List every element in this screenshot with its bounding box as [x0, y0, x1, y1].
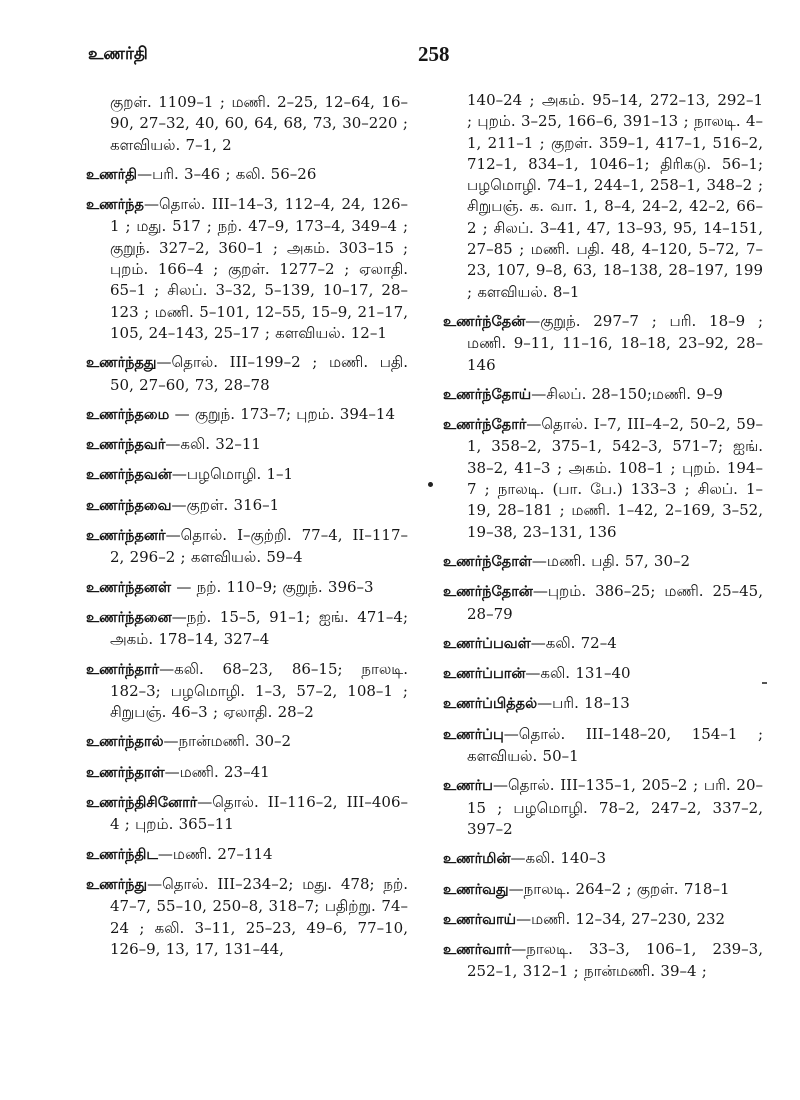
entry-headword: உணர்ந்தால்	[86, 734, 164, 751]
index-entry	[443, 551, 763, 573]
index-entry	[443, 939, 763, 983]
entry-headword: உணர்ந்தோள்	[443, 553, 532, 570]
entry-references: — குறுந். 173–7; புறம். 394–14	[169, 404, 395, 423]
entry-headword: உணர்ப	[443, 778, 493, 795]
index-entry	[86, 434, 408, 456]
index-entry	[86, 525, 408, 569]
entry-headword: உணர்ந்திசினோர்	[86, 795, 198, 812]
entry-references: —தொல். III–234–2; மது. 478; நற். 47–7, 55–10, 250–8, 318–7; பதிற்று. 74–24 ; கலி. 3–11, 25–23, 49–6, 77–10, 126–9, 13, 17, 131–44,	[110, 874, 408, 958]
index-entry	[86, 404, 408, 426]
entry-references: —நற். 15–5, 91–1; ஐங். 471–4; அகம். 178–14, 327–4	[110, 607, 408, 649]
entry-references: குறள். 1109–1 ; மணி. 2–25, 12–64, 16–90, 27–32, 40, 60, 64, 68, 73, 30–220 ; களவியல். 7–1, 2	[110, 93, 408, 154]
entry-headword: உணர்ந்த	[86, 197, 144, 214]
entry-headword: உணர்ந்தமை	[86, 406, 170, 423]
entry-references: —மணி. 27–114	[157, 844, 273, 863]
index-entry	[443, 879, 763, 901]
index-entry	[443, 384, 763, 406]
index-entry	[443, 663, 763, 685]
entry-references: —மணி. பதி. 57, 30–2	[531, 551, 691, 570]
entry-headword: உணர்வது	[443, 881, 509, 898]
index-entry	[443, 693, 763, 715]
entry-references: —கலி. 131–40	[525, 664, 631, 683]
index-entry	[86, 577, 408, 599]
entry-references: —சிலப். 28–150;மணி. 9–9	[531, 384, 723, 403]
index-entry	[86, 844, 408, 866]
entry-headword: உணர்மின்	[443, 851, 511, 868]
index-entry	[86, 874, 408, 960]
entry-headword: உணர்வார்	[443, 942, 512, 959]
right-column	[443, 90, 763, 991]
entry-references: —கலி. 32–11	[165, 435, 261, 454]
entry-references: —நாலடி. 264–2 ; குறள். 718–1	[508, 879, 730, 898]
entry-references: —தொல். III–135–1, 205–2 ; பரி. 20–15 ; பழமொழி. 78–2, 247–2, 337–2, 397–2	[467, 776, 763, 838]
entry-headword: உணர்ந்தேன்	[443, 313, 526, 330]
index-entry	[86, 92, 408, 156]
index-entry	[86, 464, 408, 486]
entry-headword: உணர்ந்து	[86, 876, 148, 893]
index-entry	[443, 848, 763, 870]
index-entry	[443, 311, 763, 376]
entry-references: —கலி. 68–23, 86–15; நாலடி. 182–3; பழமொழி. 1–3, 57–2, 108–1 ; சிறுபஞ். 46–3 ; ஏலாதி. 28–2	[110, 659, 408, 722]
index-entry	[86, 792, 408, 836]
index-entry	[443, 90, 763, 303]
entry-references: —தொல். III–199–2 ; மணி. பதி. 50, 27–60, 73, 28–78	[110, 353, 408, 394]
entry-references: —மணி. 12–34, 27–230, 232	[516, 909, 726, 928]
entry-headword: உணர்ந்தது	[86, 355, 157, 372]
entry-headword: உணர்ந்தனர்	[86, 528, 166, 545]
entry-references: —கலி. 140–3	[510, 849, 607, 868]
entry-references: —கலி. 72–4	[530, 633, 617, 652]
index-entry	[443, 909, 763, 931]
entry-headword: உணர்வாய்	[443, 911, 517, 928]
entry-references: —குறள். 316–1	[171, 495, 280, 514]
index-entry	[86, 659, 408, 724]
entry-headword: உணர்ந்திட	[86, 846, 158, 863]
entry-headword: உணர்தி	[86, 166, 138, 183]
entry-references: —பரி. 3–46 ; கலி. 56–26	[137, 164, 317, 183]
entry-references: —புறம். 386–25; மணி. 25–45, 28–79	[467, 582, 763, 623]
index-entry	[86, 352, 408, 396]
entry-headword: உணர்ந்தார்	[86, 661, 160, 678]
entry-headword: உணர்ந்தவர்	[86, 437, 166, 454]
entry-references: —தொல். I–குற்றி. 77–4, II–117–2, 296–2 ; களவியல். 59–4	[110, 526, 408, 567]
index-entry	[86, 495, 408, 517]
running-head: உணர்தி	[88, 44, 148, 64]
index-entry	[443, 633, 763, 655]
entry-references: —தொல். II–116–2, III–406–4 ; புறம். 365–11	[110, 793, 408, 834]
entry-references: —குறுந். 297–7 ; பரி. 18–9 ; மணி. 9–11, 11–16, 18–18, 23–92, 28–146	[467, 311, 763, 374]
entry-references: —நாலடி. 33–3, 106–1, 239–3, 252–1, 312–1 ; நான்மணி. 39–4 ;	[467, 940, 763, 981]
entry-references: —தொல். I–7, III–4–2, 50–2, 59–1, 358–2, 375–1, 542–3, 571–7; ஐங். 38–2, 41–3 ; அகம். 108–1 ; புறம். 194–7 ; நாலடி. (பா. பே.) 133–3 ; சிலப். 1–19, 28–181 ; மணி. 1–42, 2–169, 3–52, 19–38, 23–131, 136	[467, 415, 763, 541]
entry-headword: உணர்ப்பவள்	[443, 635, 531, 652]
entry-headword: உணர்ந்தோர்	[443, 417, 527, 434]
index-entry	[443, 775, 763, 840]
entry-headword: உணர்ந்தனை	[86, 609, 172, 626]
index-entry	[86, 762, 408, 784]
entry-references: —பழமொழி. 1–1	[171, 465, 294, 484]
stray-dot-mark	[428, 482, 433, 487]
entry-headword: உணர்ப்பான்	[443, 666, 526, 683]
index-entry	[86, 731, 408, 753]
entry-headword: உணர்ந்தாள்	[86, 764, 165, 781]
index-entry	[443, 581, 763, 625]
entry-headword: உணர்ந்தவை	[86, 497, 172, 514]
entry-references: 140–24 ; அகம். 95–14, 272–13, 292–1 ; புறம். 3–25, 166–6, 391–13 ; நாலடி. 4–1, 211–1 ; குறள். 359–1, 417–1, 516–2, 712–1, 834–1, 1046–1; திரிகடு. 56–1; பழமொழி. 74–1, 244–1, 258–1, 348–2 ; சிறுபஞ். க. வா. 1, 8–4, 24–2, 42–2, 66–2 ; சிலப். 3–41, 47, 13–93, 95, 14–151, 27–85 ; மணி. பதி. 48, 4–120, 5–72, 7–23, 107, 9–8, 63, 18–138, 28–197, 199 ; களவியல். 8–1	[467, 91, 763, 301]
entry-references: —தொல். III–148–20, 154–1 ; களவியல். 50–1	[467, 724, 763, 766]
entry-references: —பரி. 18–13	[537, 694, 630, 713]
entry-references: —தொல். III–14–3, 112–4, 24, 126–1 ; மது. 517 ; நற். 47–9, 173–4, 349–4 ; குறுந். 327–2, 360–1 ; அகம். 303–15 ; புறம். 166–4 ; குறள். 1277–2 ; ஏலாதி. 65–1 ; சிலப். 3–32, 5–139, 10–17, 28–123 ; மணி. 5–101, 12–55, 15–9, 21–17, 105, 24–143, 25–17 ; களவியல். 12–1	[110, 195, 408, 342]
index-entry	[86, 164, 408, 186]
index-entry	[86, 607, 408, 651]
left-column	[86, 92, 408, 968]
index-entry	[443, 414, 763, 543]
entry-references: — நற். 110–9; குறுந். 396–3	[171, 577, 374, 596]
stray-dash-mark	[762, 682, 767, 684]
index-entry	[443, 724, 763, 768]
entry-headword: உணர்ந்தனள்	[86, 579, 172, 596]
entry-headword: உணர்ந்தோய்	[443, 386, 532, 403]
index-entry	[86, 194, 408, 344]
entry-headword: உணர்ப்பித்தல்	[443, 696, 538, 713]
entry-headword: உணர்ந்தவன்	[86, 467, 172, 484]
entry-headword: உணர்ந்தோன்	[443, 584, 533, 601]
entry-references: —நான்மணி. 30–2	[163, 732, 292, 751]
entry-references: —மணி. 23–41	[164, 762, 270, 781]
entry-headword: உணர்ப்பு	[443, 726, 504, 743]
page-number: 258	[418, 42, 450, 66]
